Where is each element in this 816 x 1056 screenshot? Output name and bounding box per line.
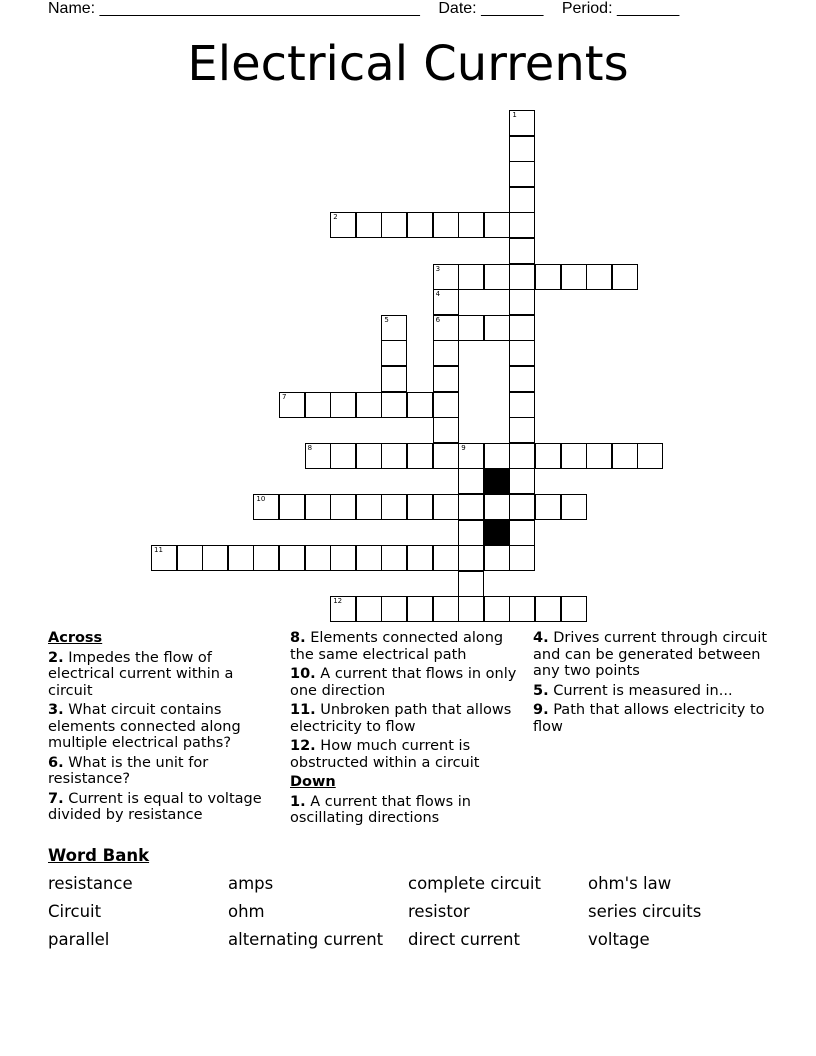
crossword-cell[interactable] xyxy=(561,494,587,520)
crossword-cell[interactable] xyxy=(509,417,535,443)
clue-number: 1. xyxy=(290,793,306,810)
crossword-cell[interactable] xyxy=(433,392,459,418)
word-bank-item: resistance xyxy=(48,874,133,893)
crossword-cell[interactable] xyxy=(433,264,459,290)
clue-number: 6. xyxy=(48,754,64,771)
crossword-cell[interactable] xyxy=(330,443,356,469)
crossword-cell[interactable] xyxy=(458,212,484,238)
crossword-cell[interactable] xyxy=(407,545,433,571)
crossword-cell[interactable] xyxy=(356,545,382,571)
crossword-cell[interactable] xyxy=(356,596,382,622)
crossword-cell[interactable] xyxy=(356,212,382,238)
crossword-cell[interactable] xyxy=(381,340,407,366)
crossword-cell[interactable] xyxy=(509,596,535,622)
date-field[interactable]: Date: _______ xyxy=(438,0,544,17)
crossword-cell[interactable] xyxy=(433,545,459,571)
clue-number: 3. xyxy=(48,702,64,718)
crossword-cell[interactable] xyxy=(279,392,305,418)
crossword-cell[interactable] xyxy=(509,366,535,392)
crossword-block xyxy=(484,468,510,494)
clue-number: 8. xyxy=(290,630,306,646)
crossword-cell[interactable] xyxy=(407,443,433,469)
crossword-cell[interactable] xyxy=(381,392,407,418)
crossword-cell[interactable] xyxy=(407,212,433,238)
clue-down-1 xyxy=(290,794,526,827)
crossword-cell[interactable] xyxy=(330,545,356,571)
crossword-cell[interactable] xyxy=(586,443,612,469)
crossword-cell[interactable] xyxy=(509,315,535,341)
clue-across-10 xyxy=(290,666,526,699)
crossword-cell[interactable] xyxy=(509,340,535,366)
crossword-cell[interactable] xyxy=(356,443,382,469)
crossword-cell[interactable] xyxy=(177,545,203,571)
crossword-cell[interactable] xyxy=(561,264,587,290)
crossword-cell[interactable] xyxy=(509,443,535,469)
crossword-cell[interactable] xyxy=(509,289,535,315)
crossword-cell[interactable] xyxy=(279,545,305,571)
clue-text: Current is measured in... xyxy=(553,682,733,699)
clue-text: Elements connected along the same electrical path xyxy=(290,630,504,663)
crossword-cell[interactable] xyxy=(484,596,510,622)
clue-text: Unbroken path that allows electricity to flow xyxy=(290,702,512,735)
crossword-cell[interactable] xyxy=(151,545,177,571)
word-bank-item: direct current xyxy=(408,930,520,949)
clue-across-3 xyxy=(48,702,280,752)
clue-number: 10. xyxy=(290,666,316,682)
crossword-cell[interactable] xyxy=(433,366,459,392)
page-title: Electrical Currents xyxy=(187,36,629,92)
crossword-cell[interactable] xyxy=(253,545,279,571)
crossword-cell[interactable] xyxy=(509,468,535,494)
crossword-cell[interactable] xyxy=(458,545,484,571)
crossword-cell[interactable] xyxy=(433,289,459,315)
clues-column-3 xyxy=(533,630,773,738)
cell-number: 11 xyxy=(154,546,163,555)
clue-text: What circuit contains elements connected along multiple electrical paths? xyxy=(48,702,241,751)
crossword-cell[interactable] xyxy=(484,545,510,571)
crossword-cell[interactable] xyxy=(407,494,433,520)
clues-column-2 xyxy=(290,630,526,830)
crossword-cell[interactable] xyxy=(279,494,305,520)
cell-number: 4 xyxy=(435,290,441,299)
crossword-cell[interactable] xyxy=(535,494,561,520)
crossword-cell[interactable] xyxy=(509,545,535,571)
crossword-cell[interactable] xyxy=(612,443,638,469)
crossword-cell[interactable] xyxy=(202,545,228,571)
clue-text: Drives current through circuit and can be generated between any two points xyxy=(533,630,768,679)
name-field[interactable]: Name: ____________________________________ xyxy=(48,0,420,17)
crossword-block xyxy=(484,520,510,546)
crossword-cell[interactable] xyxy=(509,187,535,213)
clue-down-9 xyxy=(533,702,773,735)
down-heading: Down xyxy=(290,774,336,790)
crossword-cell[interactable] xyxy=(330,596,356,622)
clue-across-12 xyxy=(290,738,526,771)
crossword-cell[interactable] xyxy=(561,443,587,469)
clue-down-4 xyxy=(533,630,773,680)
crossword-cell[interactable] xyxy=(381,366,407,392)
clue-text: A current that flows in oscillating directions xyxy=(290,793,471,826)
crossword-cell[interactable] xyxy=(433,443,459,469)
crossword-cell[interactable] xyxy=(509,212,535,238)
clue-number: 9. xyxy=(533,702,549,718)
clue-text: What is the unit for resistance? xyxy=(48,754,209,787)
crossword-cell[interactable] xyxy=(458,520,484,546)
crossword-cell[interactable] xyxy=(509,392,535,418)
crossword-cell[interactable] xyxy=(381,443,407,469)
crossword-cell[interactable] xyxy=(330,392,356,418)
cell-number: 8 xyxy=(307,443,313,452)
crossword-cell[interactable] xyxy=(407,392,433,418)
crossword-cell[interactable] xyxy=(509,238,535,264)
word-bank xyxy=(48,874,768,949)
word-bank-item: alternating current xyxy=(228,930,384,949)
word-bank-item: Circuit xyxy=(48,902,102,921)
crossword-cell[interactable] xyxy=(330,494,356,520)
clue-text: Current is equal to voltage divided by resistance xyxy=(48,790,262,823)
crossword-cell[interactable] xyxy=(433,315,459,341)
crossword-cell[interactable] xyxy=(305,494,331,520)
crossword-cell[interactable] xyxy=(228,545,254,571)
word-bank-title: Word Bank xyxy=(48,846,150,865)
crossword-cell[interactable] xyxy=(535,264,561,290)
crossword-cell[interactable] xyxy=(509,520,535,546)
cell-number: 7 xyxy=(282,392,287,401)
clue-across-8 xyxy=(290,630,526,663)
clue-across-7 xyxy=(48,791,280,824)
clue-across-11 xyxy=(290,702,526,735)
clue-across-6 xyxy=(48,755,280,788)
cell-number: 6 xyxy=(435,315,441,324)
cell-number: 10 xyxy=(256,495,266,503)
word-bank-item: amps xyxy=(228,874,274,893)
word-bank-item: ohm xyxy=(228,902,265,921)
crossword-cell[interactable] xyxy=(305,392,331,418)
clue-number: 11. xyxy=(290,702,316,718)
clue-down-5 xyxy=(533,683,773,700)
crossword-cell[interactable] xyxy=(535,443,561,469)
crossword-cell[interactable] xyxy=(253,494,279,520)
crossword-cell[interactable] xyxy=(612,264,638,290)
crossword-cell[interactable] xyxy=(458,264,484,290)
crossword-cell[interactable] xyxy=(484,315,510,341)
cell-number: 3 xyxy=(435,264,441,273)
crossword-cell[interactable] xyxy=(356,494,382,520)
crossword-cell[interactable] xyxy=(561,596,587,622)
crossword-cell[interactable] xyxy=(509,161,535,187)
crossword-cell[interactable] xyxy=(381,545,407,571)
crossword-cell[interactable] xyxy=(381,212,407,238)
crossword-cell[interactable] xyxy=(305,443,331,469)
crossword-cell[interactable] xyxy=(433,212,459,238)
clue-number: 5. xyxy=(533,682,549,699)
clue-text: Path that allows electricity to flow xyxy=(533,702,765,735)
crossword-cell[interactable] xyxy=(586,264,612,290)
clue-number: 7. xyxy=(48,790,64,807)
crossword-cell[interactable] xyxy=(433,340,459,366)
cell-number: 2 xyxy=(333,213,338,222)
crossword-cell[interactable] xyxy=(535,596,561,622)
clue-number: 12. xyxy=(290,738,316,754)
clues-column-1 xyxy=(48,630,280,827)
crossword-cell[interactable] xyxy=(509,264,535,290)
crossword-cell[interactable] xyxy=(356,392,382,418)
crossword-cell[interactable] xyxy=(458,315,484,341)
clue-across-2 xyxy=(48,650,280,700)
crossword-cell[interactable] xyxy=(381,315,407,341)
crossword-cell[interactable] xyxy=(433,596,459,622)
cell-number: 1 xyxy=(512,111,517,119)
word-bank-item: series circuits xyxy=(588,902,702,921)
across-heading: Across xyxy=(48,630,103,646)
word-bank-item: ohm's law xyxy=(588,874,672,893)
crossword-cell[interactable] xyxy=(509,136,535,162)
word-bank-item: resistor xyxy=(408,902,470,921)
word-bank-item: complete circuit xyxy=(408,874,541,893)
crossword-cell[interactable] xyxy=(330,212,356,238)
crossword-cell[interactable] xyxy=(484,264,510,290)
cell-number: 9 xyxy=(461,443,466,452)
clue-number: 4. xyxy=(533,630,549,646)
crossword-cell[interactable] xyxy=(381,494,407,520)
crossword-cell[interactable] xyxy=(433,494,459,520)
crossword-cell[interactable] xyxy=(458,443,484,469)
crossword-cell[interactable] xyxy=(305,545,331,571)
crossword-cell[interactable] xyxy=(484,212,510,238)
crossword-cell[interactable] xyxy=(458,596,484,622)
word-bank-item: parallel xyxy=(48,930,110,949)
cell-number: 12 xyxy=(333,597,343,606)
crossword-cell[interactable] xyxy=(484,494,510,520)
word-bank-item: voltage xyxy=(588,930,650,949)
clue-number: 2. xyxy=(48,649,64,666)
crossword-cell[interactable] xyxy=(484,443,510,469)
crossword-cell[interactable] xyxy=(458,494,484,520)
clue-text: Impedes the flow of electrical current within a circuit xyxy=(48,649,234,699)
crossword-cell[interactable] xyxy=(458,468,484,494)
crossword-cell[interactable] xyxy=(637,443,663,469)
clues-section xyxy=(0,630,816,840)
crossword-cell[interactable] xyxy=(407,596,433,622)
cell-number: 5 xyxy=(384,315,389,324)
clue-text: A current that flows in only one direction xyxy=(290,666,517,699)
period-field[interactable]: Period: _______ xyxy=(561,0,680,17)
clue-text: How much current is obstructed within a circuit xyxy=(290,738,480,771)
crossword-cell[interactable] xyxy=(509,110,535,136)
crossword-cell[interactable] xyxy=(381,596,407,622)
crossword-cell[interactable] xyxy=(509,494,535,520)
crossword-cell[interactable] xyxy=(458,571,484,597)
crossword-cell[interactable] xyxy=(433,417,459,443)
